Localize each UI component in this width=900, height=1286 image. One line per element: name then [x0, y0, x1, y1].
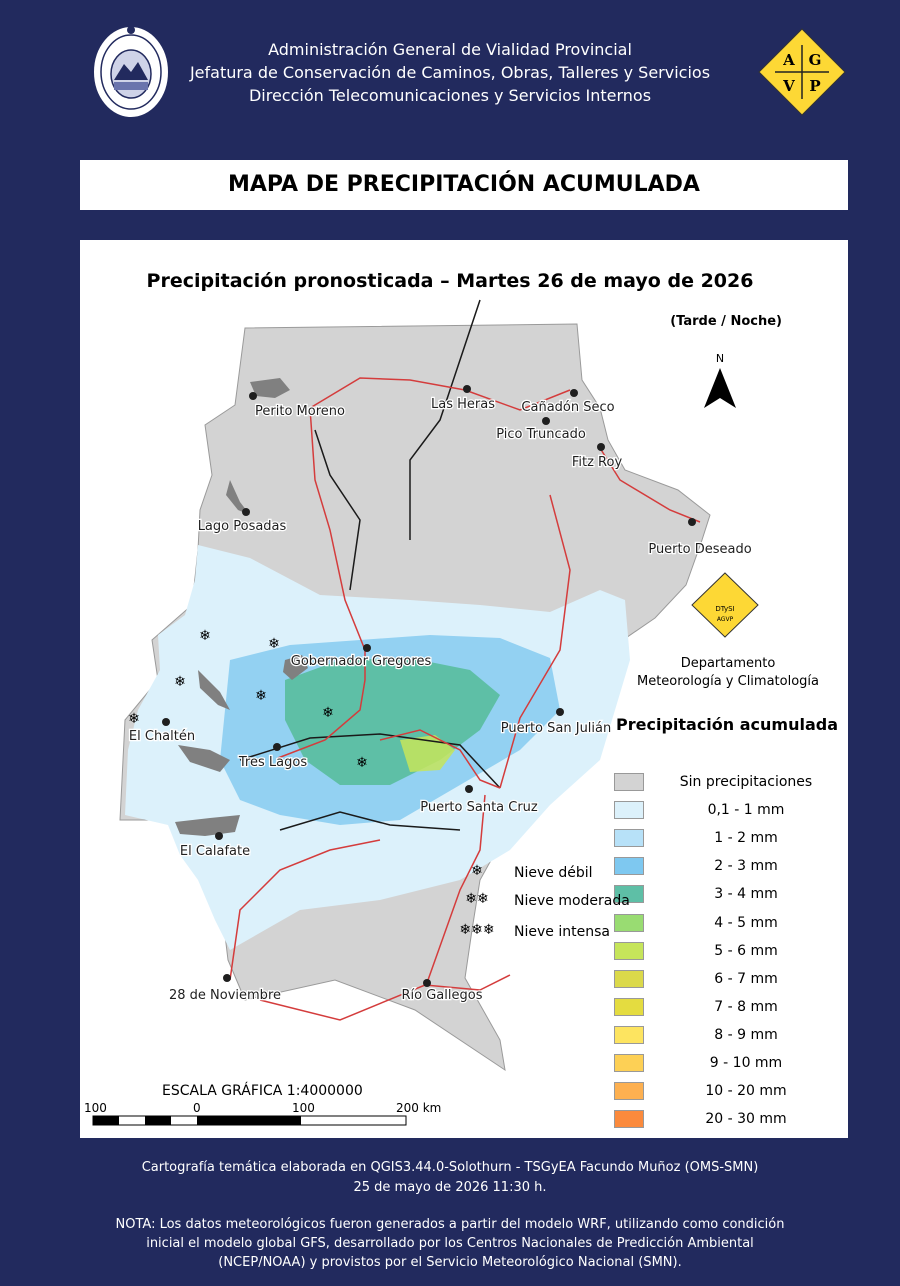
- footer-credit: Cartografía temática elaborada en QGIS3.44.0-Solothurn - TSGyEA Facundo Muñoz (OMS-SMN): [141, 1160, 759, 1175]
- north-label: N: [715, 352, 725, 365]
- locality-marker: [249, 392, 257, 400]
- page-title: MAPA DE PRECIPITACIÓN ACUMULADA: [80, 160, 848, 210]
- snow-legend-item: [458, 924, 638, 944]
- locality-label: Tres Lagos: [238, 755, 308, 770]
- legend-label: 3 - 4 mm: [714, 886, 778, 902]
- north-arrow-icon: [704, 352, 736, 408]
- locality-marker: [688, 518, 696, 526]
- locality-label: Gobernador Gregores: [290, 654, 432, 669]
- locality-label: El Calafate: [179, 844, 251, 859]
- locality-label: Puerto Deseado: [648, 542, 752, 557]
- locality-marker: [556, 708, 564, 716]
- snow-marker: ❄: [268, 636, 280, 652]
- locality-label: Pico Truncado: [496, 427, 586, 442]
- legend-label: Sin precipitaciones: [679, 774, 813, 790]
- legend-item: [614, 970, 834, 990]
- scale-label-200: 200 km: [396, 1101, 442, 1115]
- legend-item: [614, 1026, 834, 1046]
- snow-legend-item: [458, 893, 638, 913]
- locality-marker: [423, 979, 431, 987]
- locality-marker: [542, 417, 550, 425]
- locality-marker: [223, 974, 231, 982]
- agvp-logo-icon: [757, 27, 847, 117]
- header-direction: Dirección Telecomunicaciones y Servicios Internos: [248, 86, 652, 105]
- snow-legend-label: Nieve débil: [514, 865, 593, 881]
- locality-marker: [465, 785, 473, 793]
- legend-item: [614, 885, 834, 905]
- legend-item: [614, 773, 834, 793]
- map-subtitle: Precipitación pronosticada – Martes 26 de mayo de 2026: [146, 270, 754, 292]
- locality-label: Puerto Santa Cruz: [420, 800, 538, 815]
- legend-label: 10 - 20 mm: [705, 1083, 787, 1099]
- dtysi-logo-bottom: AGVP: [716, 616, 734, 623]
- map-period: (Tarde / Noche): [670, 314, 782, 329]
- locality-marker: [570, 389, 578, 397]
- snow-marker: ❄: [128, 711, 140, 727]
- locality-label: Cañadón Seco: [521, 400, 615, 415]
- legend-label: 2 - 3 mm: [714, 858, 778, 874]
- footer-note-line2: inicial el modelo global GFS, desarrollado por los Centros Nacionales de Predicción Ambiental: [146, 1236, 754, 1251]
- agvp-letter-g: G: [808, 51, 822, 69]
- header-agency: Administración General de Vialidad Provincial: [268, 40, 632, 59]
- locality-marker: [597, 443, 605, 451]
- locality-label: Puerto San Julián: [500, 721, 612, 736]
- legend-swatch: [614, 970, 644, 988]
- locality-label: Las Heras: [431, 397, 495, 412]
- legend-swatch: [614, 829, 644, 847]
- legend-item: [614, 801, 834, 821]
- snow-legend-label: Nieve intensa: [514, 924, 610, 940]
- scale-title: ESCALA GRÁFICA 1:4000000: [162, 1083, 363, 1099]
- locality-label: El Chaltén: [128, 729, 196, 744]
- locality-label: 28 de Noviembre: [168, 988, 282, 1003]
- locality-label: Lago Posadas: [197, 519, 287, 534]
- snowflake-light-icon: ❄: [471, 863, 483, 879]
- legend-item: [614, 829, 834, 849]
- scale-label-100-right: 100: [292, 1101, 315, 1115]
- map-panel: [80, 240, 848, 1138]
- scale-bar: [93, 1116, 406, 1125]
- legend-item: [614, 1110, 834, 1130]
- dtysi-logo-top: DTySI: [715, 605, 735, 613]
- snow-marker: ❄: [255, 688, 267, 704]
- snow-marker: ❄: [174, 674, 186, 690]
- department-name: [628, 655, 828, 691]
- dtysi-logo-icon: [692, 573, 758, 637]
- legend-item: [614, 1082, 834, 1102]
- legend-swatch: [614, 801, 644, 819]
- agvp-letter-p: P: [809, 77, 821, 95]
- snow-marker: ❄: [322, 705, 334, 721]
- footer-note-line1: NOTA: Los datos meteorológicos fueron generados a partir del modelo WRF, utilizando como condición: [115, 1217, 785, 1232]
- snow-marker: ❄: [199, 628, 211, 644]
- legend-item: [614, 857, 834, 877]
- legend-label: 9 - 10 mm: [709, 1055, 783, 1071]
- legend-swatch: [614, 773, 644, 791]
- legend-label: 4 - 5 mm: [714, 915, 778, 931]
- footer-note-line3: (NCEP/NOAA) y provistos por el Servicio Meteorológico Nacional (SMN).: [218, 1255, 682, 1270]
- agvp-letter-a: A: [783, 51, 795, 69]
- agvp-letter-v: V: [783, 77, 795, 95]
- snowflake-moderate-icon: ❄❄: [465, 891, 489, 907]
- legend-item: [614, 1054, 834, 1074]
- legend-label: 20 - 30 mm: [705, 1111, 787, 1127]
- legend-swatch: [614, 998, 644, 1016]
- locality-label: Río Gallegos: [401, 988, 483, 1003]
- header-department: Jefatura de Conservación de Caminos, Obras, Talleres y Servicios: [189, 63, 711, 82]
- legend-item: [614, 914, 834, 934]
- snow-marker: ❄: [356, 755, 368, 771]
- locality-marker: [363, 644, 371, 652]
- department-line1: Departamento: [680, 656, 776, 671]
- snowflake-heavy-icon: ❄❄❄: [459, 922, 495, 938]
- locality-marker: [242, 508, 250, 516]
- legend-swatch: [614, 1026, 644, 1044]
- locality-marker: [463, 385, 471, 393]
- scale-label-0: 0: [193, 1101, 201, 1115]
- legend-label: 7 - 8 mm: [714, 999, 778, 1015]
- locality-marker: [162, 718, 170, 726]
- legend-title: Precipitación acumulada: [616, 715, 839, 734]
- legend-label: 0,1 - 1 mm: [707, 802, 785, 818]
- legend-label: 5 - 6 mm: [714, 943, 778, 959]
- legend-label: 1 - 2 mm: [714, 830, 778, 846]
- legend-swatch: [614, 1082, 644, 1100]
- legend-label: 6 - 7 mm: [714, 971, 778, 987]
- legend-label: 8 - 9 mm: [714, 1027, 778, 1043]
- legend-swatch: [614, 942, 644, 960]
- locality-label: Fitz Roy: [571, 455, 623, 470]
- scale-label-100-left: 100: [84, 1101, 107, 1115]
- locality-marker: [215, 832, 223, 840]
- snow-legend-item: [458, 865, 638, 885]
- department-line2: Meteorología y Climatología: [636, 674, 819, 689]
- locality-marker: [273, 743, 281, 751]
- legend-swatch: [614, 1054, 644, 1072]
- footer-date: 25 de mayo de 2026 11:30 h.: [353, 1180, 547, 1195]
- locality-label: Perito Moreno: [255, 404, 345, 419]
- snow-legend-label: Nieve moderada: [514, 893, 630, 909]
- legend-swatch: [614, 1110, 644, 1128]
- legend-item: [614, 998, 834, 1018]
- legend-item: [614, 942, 834, 962]
